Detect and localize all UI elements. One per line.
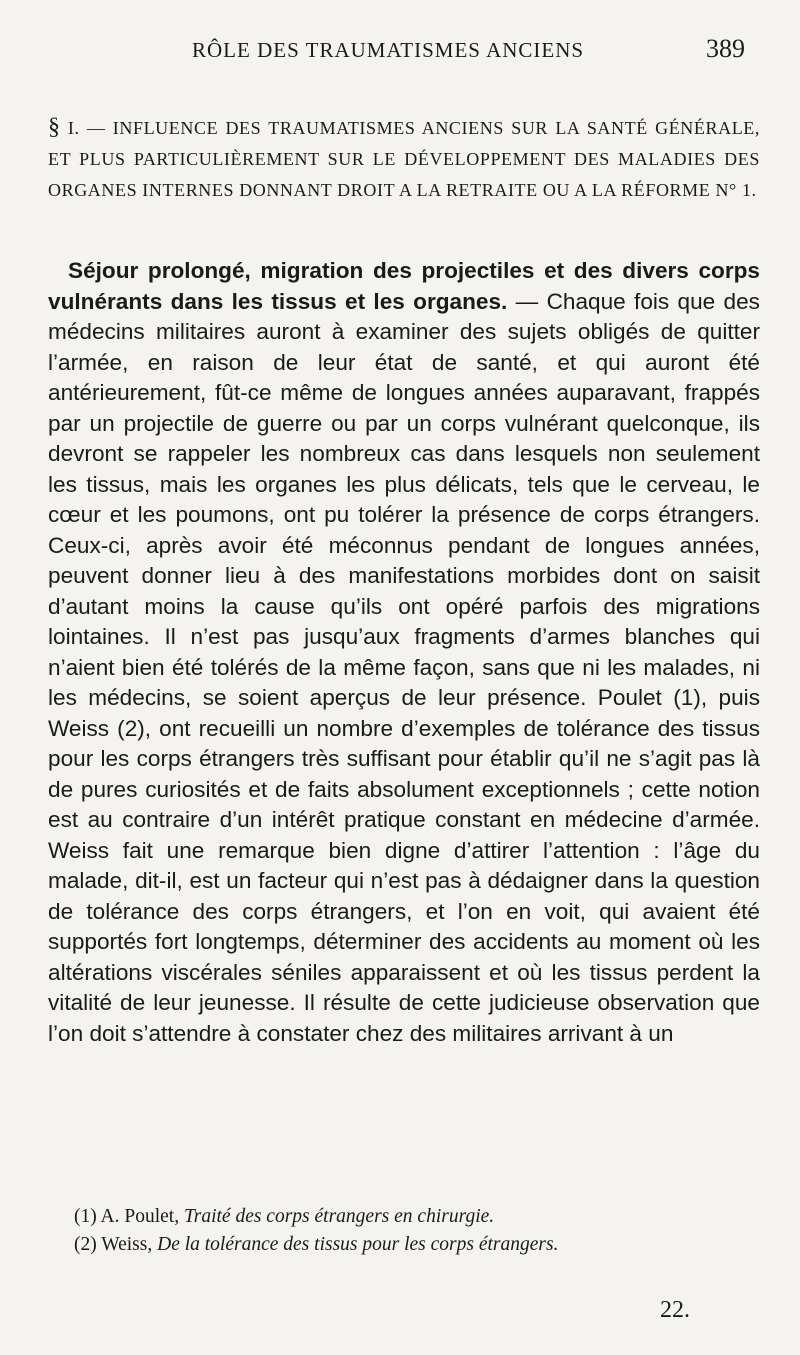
footnote-author: A. Poulet,: [100, 1206, 184, 1227]
body-paragraph: [48, 256, 760, 1049]
footnotes: [48, 1203, 760, 1259]
run-in-title: Séjour prolongé, migration des projectiles et des divers corps vulnérants dans les tissus et les organes.: [48, 258, 760, 314]
footnote-title: De la tolérance des tissus pour les corps étrangers.: [157, 1234, 559, 1255]
running-title: RÔLE DES TRAUMATISMES ANCIENS: [192, 38, 585, 62]
section-heading-text: I. — INFLUENCE DES TRAUMATISMES ANCIENS SUR LA SANTÉ GÉNÉRALE, ET PLUS PARTICULIÈREMENT SUR LE DÉVELOPPEMENT DES MALADIES DES ORGANES INTERNES DONNANT DROIT A LA RETRAITE OU A LA RÉFORME N° 1.: [48, 118, 760, 200]
signature-mark: 22.: [660, 1297, 690, 1323]
footnote-2: [48, 1231, 760, 1259]
footnote-1: [48, 1203, 760, 1231]
page-number: 389: [706, 34, 745, 63]
section-heading: [48, 112, 760, 206]
body-text: — Chaque fois que des médecins militaires auront à examiner des sujets obligés de quitter l’armée, en raison de leur état de santé, et qui auront été antérieurement, fût-ce même de longues années auparavant, frappés par un projectile de guerre ou par un corps vulnérant quelconque, ils devront se rappeler les nombreux cas dans lesquels non seulement les tissus, mais les organes les plus délicats, tels que le cerveau, le cœur et les poumons, ont pu tolérer la présence de corps étrangers. Ceux-ci, après avoir été méconnus pendant de longues années, peuvent donner lieu à des manifestations morbides dont on saisit d’autant moins la cause qu’ils ont opéré parfois des migrations lointaines. Il n’est pas jusqu’aux fragments d’armes blanches qui n’aient bien été tolérés de la même façon, sans que ni les malades, ni les médecins, se soient aperçus de leur présence. Poulet (1), puis Weiss (2), ont recueilli un nombre d’exemples de tolérance des tissus pour les corps étrangers très suffisant pour établir qu’il ne s’agit pas là de pures curiosités et de faits absolument exceptionnels ; cette notion est au contraire d’un intérêt pratique constant en médecine d’armée. Weiss fait une remarque bien digne d’attirer l’attention : l’âge du malade, dit-il, est un facteur qui n’est pas à dédaigner dans la question de tolérance des corps étrangers, et l’on en voit, qui avaient été supportés fort longtemps, déterminer des accidents au moment où les altérations viscérales séniles apparaissent et où les tissus perdent la vitalité de leur jeunesse. Il résulte de cette judicieuse observation que l’on doit s’attendre à constater chez des militaires arrivant à un: [48, 288, 760, 1046]
footnote-title: Traité des corps étrangers en chirurgie.: [183, 1206, 495, 1227]
footnote-marker: (1): [74, 1206, 101, 1227]
section-sign: §: [48, 114, 61, 140]
running-head: [0, 34, 800, 74]
footnote-marker: (2): [74, 1234, 102, 1255]
footnote-author: Weiss,: [101, 1234, 158, 1255]
